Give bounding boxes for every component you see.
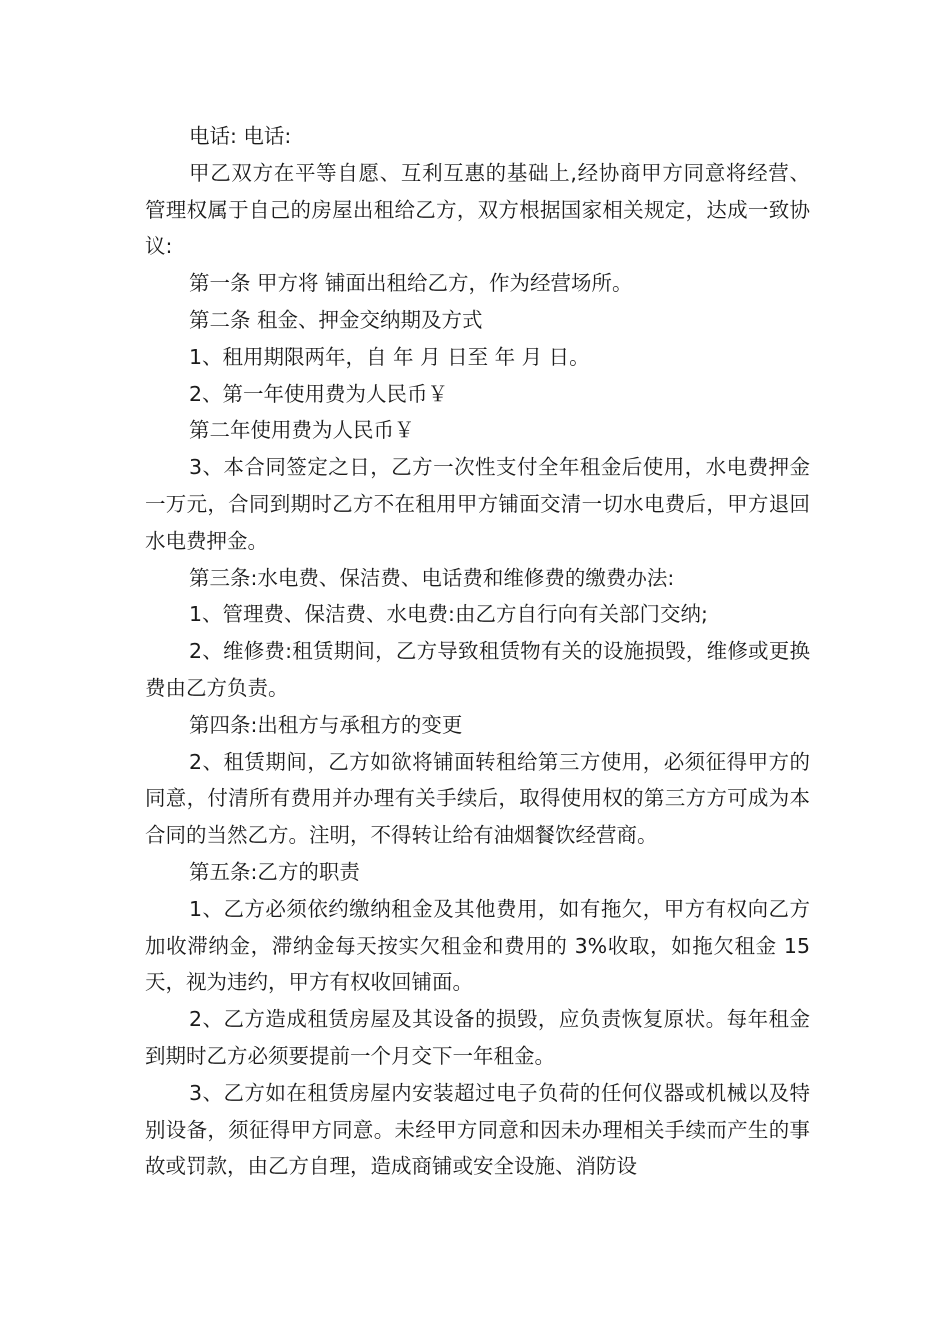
article-5-heading: 第五条:乙方的职责 [189, 859, 360, 884]
article-2-heading: 第二条 租金、押金交纳期及方式 [189, 307, 483, 332]
article-5-clause-1: 1、乙方必须依约缴纳租金及其他费用，如有拖欠，甲方有权向乙方加收滞纳金，滞纳金每天按实欠租金和费用的 3%收取，如拖欠租金 15 天，视为违约，甲方有权收回铺面。 [145, 896, 810, 995]
article-3-clause-2: 2、维修费:租赁期间，乙方导致租赁物有关的设施损毁，维修或更换费由乙方负责。 [145, 639, 810, 700]
document-body [145, 118, 810, 1185]
article-4-clause-2: 2、租赁期间，乙方如欲将铺面转租给第三方使用，必须征得甲方的同意，付清所有费用并办理有关手续后，取得使用权的第三方方可成为本合同的当然乙方。注明，不得转让给有油烟餐饮经营商。 [145, 749, 810, 848]
article-3-heading: 第三条:水电费、保洁费、电话费和维修费的缴费办法: [189, 565, 675, 590]
contact-phone-line: 电话: 电话: [189, 124, 292, 148]
article-2-clause-1: 1、租用期限两年，自 年 月 日至 年 月 日。 [189, 344, 590, 369]
article-2-clause-3: 3、本合同签定之日，乙方一次性支付全年租金后使用，水电费押金一万元，合同到期时乙方不在租用甲方铺面交清一切水电费后，甲方退回水电费押金。 [145, 455, 810, 553]
article-2-second-year-fee: 第二年使用费为人民币￥ [189, 418, 415, 443]
article-3-clause-1: 1、管理费、保洁费、水电费:由乙方自行向有关部门交纳; [189, 602, 708, 627]
preamble-paragraph: 甲乙双方在平等自愿、互利互惠的基础上,经协商甲方同意将经营、管理权属于自己的房屋出租给乙方，双方根据国家相关规定，达成一致协议: [145, 160, 810, 259]
article-5-clause-2: 2、乙方造成租赁房屋及其设备的损毁，应负责恢复原状。每年租金到期时乙方必须要提前一个月交下一年租金。 [145, 1007, 810, 1068]
article-2-clause-2: 2、第一年使用费为人民币￥ [189, 381, 449, 406]
article-5-clause-3: 3、乙方如在租赁房屋内安装超过电子负荷的任何仪器或机械以及特别设备，须征得甲方同意。未经甲方同意和因未办理相关手续而产生的事故或罚款，由乙方自理，造成商铺或安全设施、消防设 [145, 1080, 810, 1179]
article-1-heading: 第一条 甲方将 铺面出租给乙方，作为经营场所。 [189, 271, 633, 296]
article-4-heading: 第四条:出租方与承租方的变更 [189, 712, 463, 737]
